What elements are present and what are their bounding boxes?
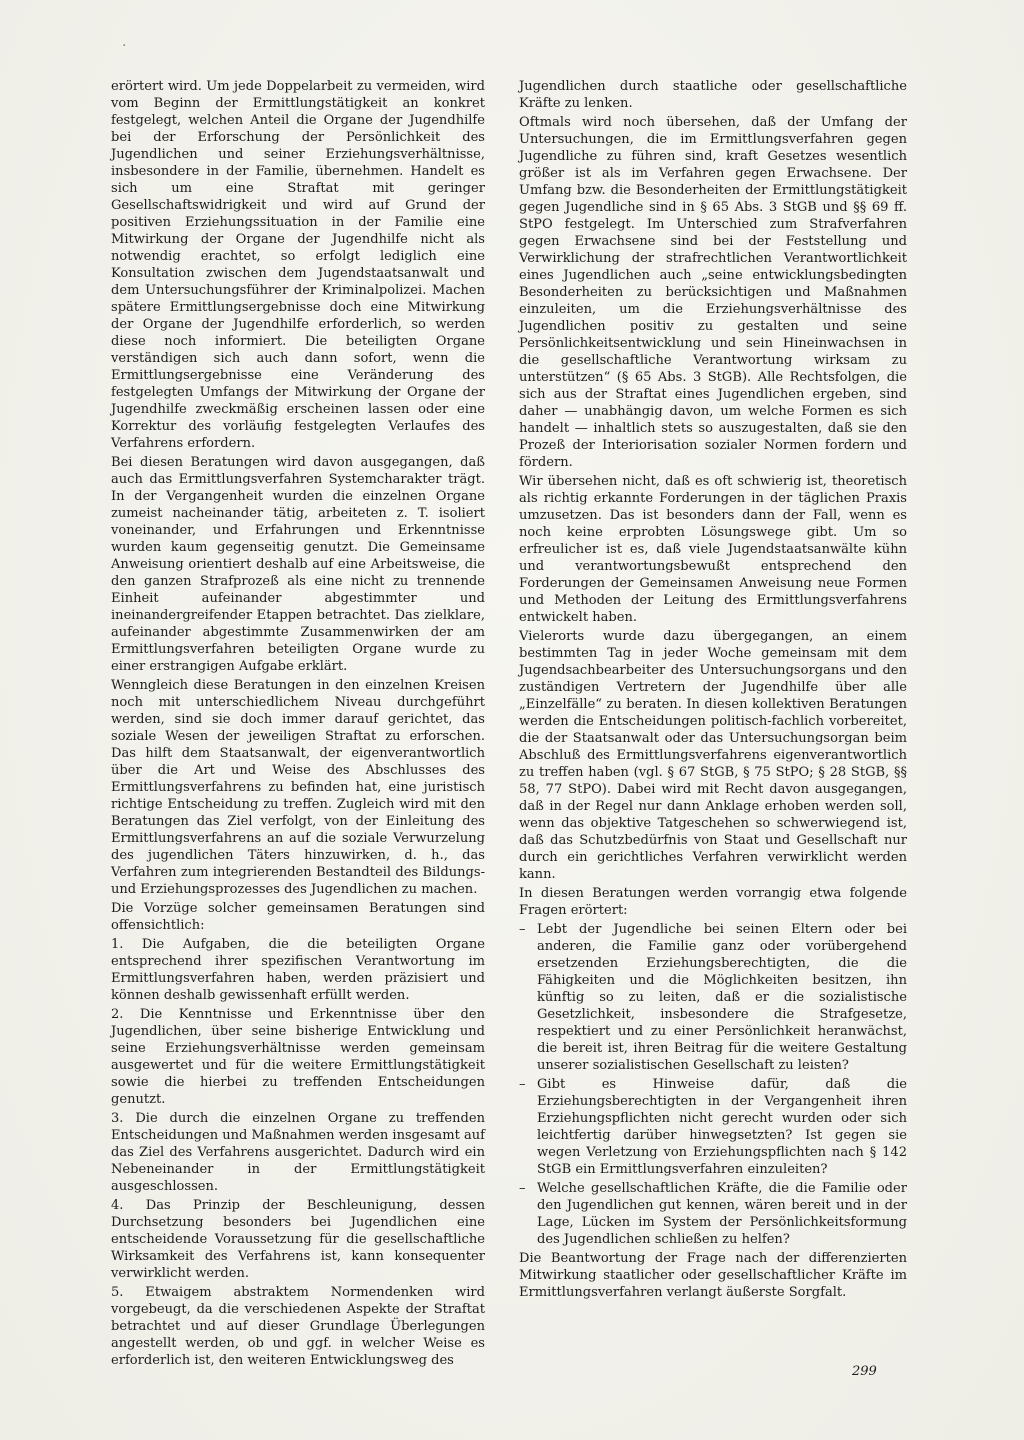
paragraph: Wenngleich diese Beratungen in den einzelnen Kreisen noch mit unterschiedlichem Niveau durchgeführt werden, sind sie doch immer darauf gerichtet, das soziale Wesen der jeweiligen Straftat zu erforschen. Das hilft dem Staatsanwalt, der eigenverantwortlich über die Art und Weise des Abschlusses des Ermittlungsverfahrens zu befinden hat, eine juristisch richtige Entscheidung zu treffen. Zugleich wird mit den Beratungen das Ziel verfolgt, von der Einleitung des Ermittlungsverfahrens an auf die soziale Verwurzelung des jugendlichen Täters hinzuwirken, d. h., das Verfahren zum integrierenden Bestandteil des Bildungs- und Erziehungsprozesses des Jugendlichen zu machen. [111,678,485,897]
list-item: – Gibt es Hinweise dafür, daß die Erziehungsberechtigten in der Vergangenheit ihren Erziehungspflichten nicht gerecht wurden oder sich leichtfertig darüber hinwegsetzten? Ist gegen sie wegen Verletzung von Erziehungspflichten nach § 142 StGB ein Ermittlungsverfahren einzuleiten? [519,1076,907,1178]
right-column [519,78,907,1303]
paragraph: Wir übersehen nicht, daß es oft schwierig ist, theoretisch als richtig erkannte Forderungen in der täglichen Praxis umzusetzen. Das ist besonders dann der Fall, wenn es noch keine erprobten Lösungswege gibt. Um so erfreulicher ist es, daß viele Jugendstaatsanwälte kühn und verantwortungsbewußt entsprechend den Forderungen der Gemeinsamen Anweisung neue Formen und Methoden der Leitung des Ermittlungsverfahrens entwickelt haben. [519,474,907,625]
left-column [111,78,485,1371]
paragraph: Bei diesen Beratungen wird davon ausgegangen, daß auch das Ermittlungsverfahren Systemcharakter trägt. In der Vergangenheit wurden die einzelnen Organe zumeist nacheinander tätig, arbeiteten z. T. isoliert voneinander, und Erfahrungen und Erkenntnisse wurden kaum gegenseitig genutzt. Die Gemeinsame Anweisung orientiert deshalb auf eine Arbeitsweise, die den ganzen Strafprozeß als eine nicht zu trennende Einheit aufeinander abgestimmter und ineinandergreifender Etappen betrachtet. Das zielklare, aufeinander abgestimmte Zusammenwirken der am Ermittlungsverfahren beteiligten Organe wurde zu einer erstrangigen Aufgabe erklärt. [111,455,485,674]
numbered-item: 4. Das Prinzip der Beschleunigung, dessen Durchsetzung besonders bei Jugendlichen eine entscheidende Voraussetzung für die gesellschaftliche Wirksamkeit des Verfahrens ist, kann konsequenter verwirklicht werden. [111,1198,485,1281]
question-list [519,921,907,1248]
numbered-item: 3. Die durch die einzelnen Organe zu treffenden Entscheidungen und Maßnahmen werden insgesamt auf das Ziel des Verfahrens ausgerichtet. Dadurch wird ein Nebeneinander in der Ermittlungstätigkeit ausgeschlossen. [111,1111,485,1194]
numbered-item: 1. Die Aufgaben, die die beteiligten Organe entsprechend ihrer spezifischen Verantwortung im Ermittlungsverfahren haben, werden präzisiert und können deshalb gewissenhaft erfüllt werden. [111,937,485,1003]
paragraph: Oftmals wird noch übersehen, daß der Umfang der Untersuchungen, die im Ermittlungsverfahren gegen Jugendliche zu führen sind, kraft Gesetzes wesentlich größer ist als im Verfahren gegen Erwachsene. Der Umfang bzw. die Besonderheiten der Ermittlungstätigkeit gegen Jugendliche sind in § 65 Abs. 3 StGB und §§ 69 ff. StPO festgelegt. Im Unterschied zum Strafverfahren gegen Erwachsene sind bei der Feststellung und Verwirklichung der strafrechtlichen Verantwortlichkeit eines Jugendlichen auch „seine entwicklungsbedingten Besonderheiten zu berücksichtigen und Maßnahmen einzuleiten, um die Erziehungsverhältnisse des Jugendlichen positiv zu gestalten und seine Persönlichkeitsentwicklung und sein Hineinwachsen in die gesellschaftliche Verantwortung wirksam zu unterstützen“ (§ 65 Abs. 3 StGB). Alle Rechtsfolgen, die sich aus der Straftat eines Jugendlichen ergeben, sind daher — unabhängig davon, um welche Formen es sich handelt — inhaltlich stets so auszugestalten, daß sie den Prozeß der Interiorisation sozialer Normen fordern und fördern. [519,115,907,470]
list-item: – Lebt der Jugendliche bei seinen Eltern oder bei anderen, die Familie ganz oder vorübergehend ersetzenden Erziehungsberechtigten, die die Fähigkeiten und die Möglichkeiten besitzen, ihn künftig so zu leiten, daß er die sozialistische Gesetzlichkeit, insbesondere die Strafgesetze, respektiert und zu einer Persönlichkeit heranwächst, die bereit ist, ihren Beitrag für die weitere Gestaltung unserer sozialistischen Gesellschaft zu leisten? [519,921,907,1074]
paragraph: erörtert wird. Um jede Doppelarbeit zu vermeiden, wird vom Beginn der Ermittlungstätigkeit an konkret festgelegt, welchen Anteil die Organe der Jugendhilfe bei der Erforschung der Persönlichkeit des Jugendlichen und seiner Erziehungsverhältnisse, insbesondere in der Familie, übernehmen. Handelt es sich um eine Straftat mit geringer Gesellschaftswidrigkeit und wird auf Grund der positiven Erziehungssituation in der Familie eine Mitwirkung der Organe der Jugendhilfe nicht als notwendig erachtet, so erfolgt lediglich eine Konsultation zwischen dem Jugendstaatsanwalt und dem Untersuchungsführer der Kriminalpolizei. Machen spätere Ermittlungsergebnisse doch eine Mitwirkung der Organe der Jugendhilfe erforderlich, so werden diese noch informiert. Die beteiligten Organe verständigen sich auch dann sofort, wenn die Ermittlungsergebnisse eine Veränderung des festgelegten Umfangs der Mitwirkung der Organe der Jugendhilfe zweckmäßig erscheinen lassen oder eine Korrektur des vorläufig festgelegten Verlaufes des Verfahrens erfordern. [111,79,485,451]
list-item: – Welche gesellschaftlichen Kräfte, die die Familie oder den Jugendlichen gut kennen, wären bereit und in der Lage, Lücken im System der Persönlichkeitsformung des Jugendlichen schließen zu helfen? [519,1180,907,1248]
page-number: 299 [852,1364,877,1379]
numbered-item: 5. Etwaigem abstraktem Normendenken wird vorgebeugt, da die verschiedenen Aspekte der Straftat betrachtet und auf dieser Grundlage Überlegungen angestellt werden, ob und ggf. in welcher Weise es erforderlich ist, den weiteren Entwicklungsweg des [111,1285,485,1368]
paragraph: Vielerorts wurde dazu übergegangen, an einem bestimmten Tag in jeder Woche gemeinsam mit dem Jugendsachbearbeiter des Untersuchungsorgans und den zuständigen Vertretern der Jugendhilfe über alle „Einzelfälle“ zu beraten. In diesen kollektiven Beratungen werden die Entscheidungen politisch-fachlich vorbereitet, die der Staatsanwalt oder das Untersuchungsorgan beim Abschluß des Ermittlungsverfahrens eigenverantwortlich zu treffen haben (vgl. § 67 StGB, § 75 StPO; § 28 StGB, §§ 58, 77 StPO). Dabei wird mit Recht davon ausgegangen, daß in der Regel nur dann Anklage erhoben werden soll, wenn das objektive Tatgeschehen so schwerwiegend ist, daß das Schutzbedürfnis von Staat und Gesellschaft nur durch ein gerichtliches Verfahren verwirklicht werden kann. [519,629,907,882]
scan-mark: · [122,38,127,54]
paragraph: Die Vorzüge solcher gemeinsamen Beratungen sind offensichtlich: [111,901,485,933]
closing-paragraph: Die Beantwortung der Frage nach der differenzierten Mitwirkung staatlicher oder gesellschaftlicher Kräfte im Ermittlungsverfahren verlangt äußerste Sorgfalt. [519,1251,907,1300]
paragraph: In diesen Beratungen werden vorrangig etwa folgende Fragen erörtert: [519,886,907,918]
paragraph: Jugendlichen durch staatliche oder gesellschaftliche Kräfte zu lenken. [519,79,907,111]
numbered-item: 2. Die Kenntnisse und Erkenntnisse über den Jugendlichen, über seine bisherige Entwicklung und seine Erziehungsverhältnisse werden gemeinsam ausgewertet und für die weitere Ermittlungstätigkeit sowie die hierbei zu treffenden Entscheidungen genutzt. [111,1007,485,1107]
